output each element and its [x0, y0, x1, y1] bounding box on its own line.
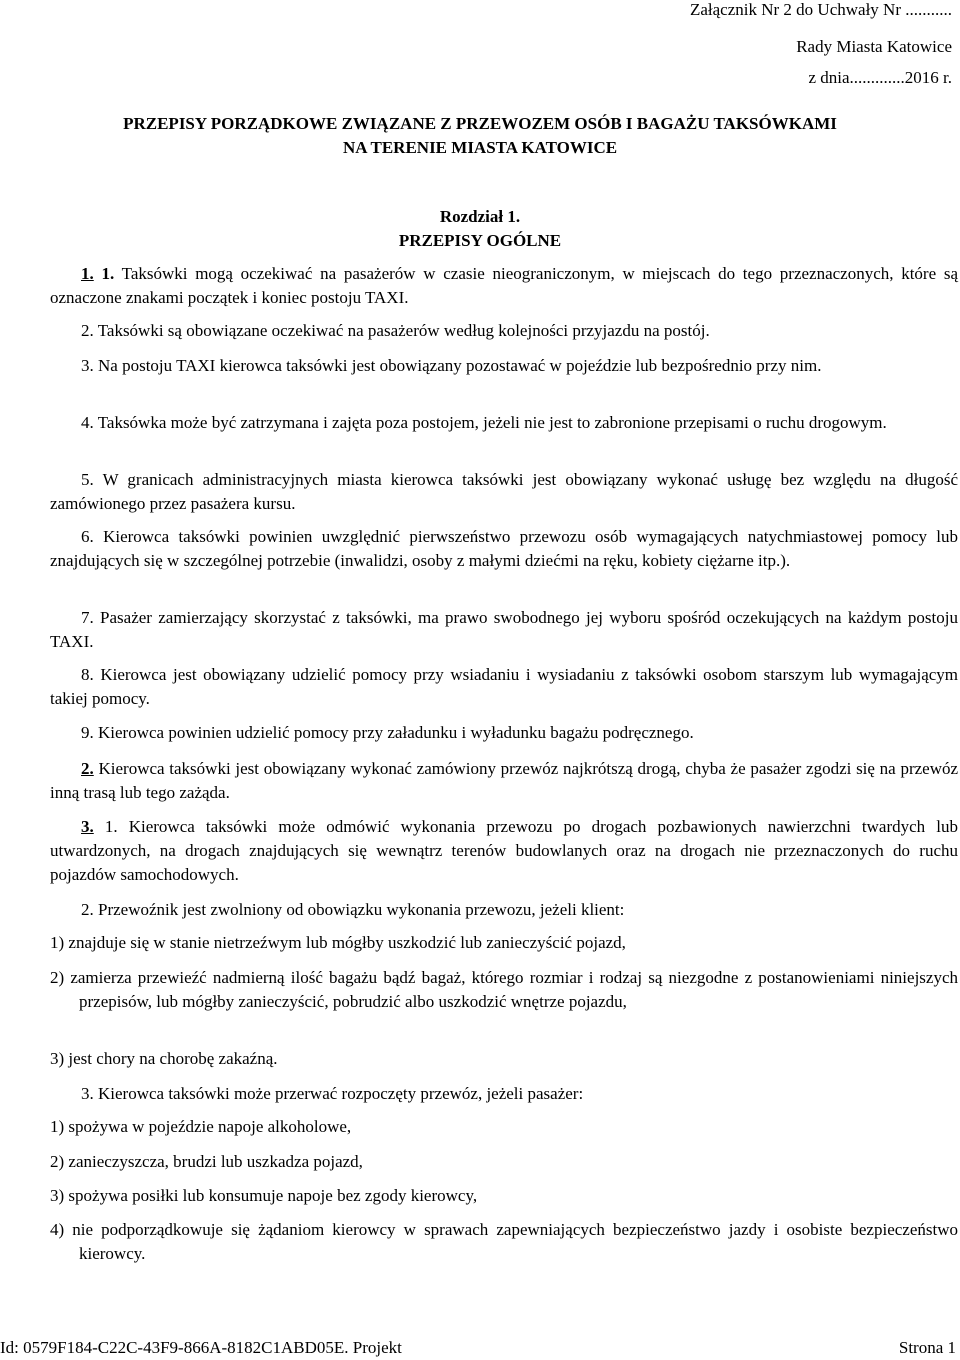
list-item: 1) znajduje się w stanie nietrzeźwym lub mógłby uszkodzić lub zanieczyścić pojazd, — [50, 933, 626, 952]
section-1-paragraph-3 — [50, 354, 958, 378]
paragraph-text: W granicach administracyjnych miasta kierowca taksówki jest obowiązany wykonać usługę bez względu na długość zamówionego przez pasażera kursu. — [50, 470, 958, 513]
section-number: 1. — [81, 264, 94, 283]
page-number: Strona 1 — [898, 1338, 956, 1357]
paragraph-text: Taksówki są obowiązane oczekiwać na pasażerów według kolejności przyjazdu na postój. — [97, 321, 710, 340]
document-title-line2: NA TERENIE MIASTA KATOWICE — [342, 138, 618, 157]
section-number: 2. — [81, 759, 94, 778]
paragraph-number: 4. — [81, 413, 94, 432]
paragraph-number: 2. — [81, 321, 94, 340]
paragraph-text: Kierowca powinien udzielić pomocy przy załadunku i wyładunku bagażu podręcznego. — [98, 723, 694, 742]
list-item: 2) zamierza przewieźć nadmierną ilość bagażu bądź bagaż, którego rozmiar i rodzaj są niezgodne z postanowieniami niniejszych przepisów, lub mógłby zanieczyścić, pobrudzić albo uszkodzić wnętrze pojazdu, — [50, 968, 958, 1011]
list-item: 1) spożywa w pojeździe napoje alkoholowe, — [50, 1117, 352, 1136]
section-1-paragraph-9 — [50, 721, 958, 745]
paragraph-number: 8. — [81, 665, 94, 684]
section-1-paragraph-4 — [50, 411, 958, 435]
date-header-line: z dnia.............2016 r. — [808, 68, 952, 87]
paragraph-number: 9. — [81, 723, 94, 742]
council-header-line: Rady Miasta Katowice — [796, 37, 952, 56]
section-number: 3. — [81, 817, 94, 836]
page-footer — [0, 1338, 960, 1360]
chapter-name: PRZEPISY OGÓLNE — [398, 231, 562, 250]
list-item: 3) jest chory na chorobę zakaźną. — [50, 1049, 278, 1068]
section-2-paragraph — [50, 757, 958, 805]
section-1-paragraph-1 — [50, 262, 958, 310]
paragraph-text: Na postoju TAXI kierowca taksówki jest obowiązany pozostawać w pojeździe lub bezpośrednio przy nim. — [98, 356, 822, 375]
list-item: 3) spożywa posiłki lub konsumuje napoje bez zgody kierowcy, — [50, 1186, 478, 1205]
paragraph-number: 1. — [104, 817, 118, 836]
section-3-paragraph-3: 3. Kierowca taksówki może przerwać rozpoczęty przewóz, jeżeli pasażer: — [81, 1084, 584, 1103]
paragraph-text: Taksówki mogą oczekiwać na pasażerów w czasie nieograniczonym, w miejscach do tego przeznaczonych, które są oznaczone znakami początek i koniec postoju TAXI. — [50, 264, 959, 307]
list-item: 4) nie podporządkowuje się żądaniom kierowcy w sprawach zapewniających bezpieczeństwo jazdy i osobiste bezpieczeństwo kierowcy. — [50, 1220, 958, 1263]
paragraph-number: 1. — [101, 264, 115, 283]
paragraph-number: 5. — [81, 470, 94, 489]
section-1-paragraph-7 — [50, 606, 958, 654]
chapter-label: Rozdział 1. — [439, 207, 521, 226]
section-1-paragraph-8 — [50, 663, 958, 711]
paragraph-number: 6. — [81, 527, 94, 546]
paragraph-text: Kierowca taksówki może odmówić wykonania przewozu po drogach pozbawionych nawierzchni twardych lub utwardzonych, na drogach znajdujących się wewnątrz terenów budowlanych oraz na drogach nie przeznaczonych do ruchu pojazdów samochodowych. — [50, 817, 959, 884]
paragraph-number: 3. — [81, 356, 94, 375]
paragraph-text: Taksówka może być zatrzymana i zajęta poza postojem, jeżeli nie jest to zabronione przepisami o ruchu drogowym. — [97, 413, 887, 432]
section-1-paragraph-2 — [50, 319, 958, 343]
document-title-line1: PRZEPISY PORZĄDKOWE ZWIĄZANE Z PRZEWOZEM OSÓB I BAGAŻU TAKSÓWKAMI — [123, 114, 837, 133]
section-1-paragraph-6 — [50, 525, 958, 573]
section-1-paragraph-5 — [50, 468, 958, 516]
section-3-paragraph-2: 2. Przewoźnik jest zwolniony od obowiązku wykonania przewozu, jeżeli klient: — [81, 900, 625, 919]
list-item: 2) zanieczyszcza, brudzi lub uszkadza pojazd, — [50, 1152, 363, 1171]
document-id: Id: 0579F184-C22C-43F9-866A-8182C1ABD05E. Projekt — [0, 1338, 402, 1357]
paragraph-text: Kierowca jest obowiązany udzielić pomocy przy wsiadaniu i wysiadaniu z taksówki osobom starszym lub wymagającym takiej pomocy. — [50, 665, 959, 708]
attachment-header-line: Załącznik Nr 2 do Uchwały Nr ........... — [689, 0, 952, 19]
paragraph-text: Kierowca taksówki jest obowiązany wykonać zamówiony przewóz najkrótszą drogą, chyba że pasażer zgodzi się na przewóz inną trasą lub tego zażąda. — [50, 759, 959, 802]
paragraph-text: Kierowca taksówki powinien uwzględnić pierwszeństwo przewozu osób wymagających natychmiastowej pomocy lub znajdujących się w szczególnej potrzebie (inwalidzi, osoby z małymi dziećmi na ręku, kobiety ciężarne itp.). — [50, 527, 959, 570]
paragraph-text: Pasażer zamierzający skorzystać z taksówki, ma prawo swobodnego jej wyboru spośród oczekujących na każdym postoju TAXI. — [50, 608, 958, 651]
paragraph-number: 7. — [81, 608, 94, 627]
section-3-paragraph-1 — [50, 815, 958, 887]
